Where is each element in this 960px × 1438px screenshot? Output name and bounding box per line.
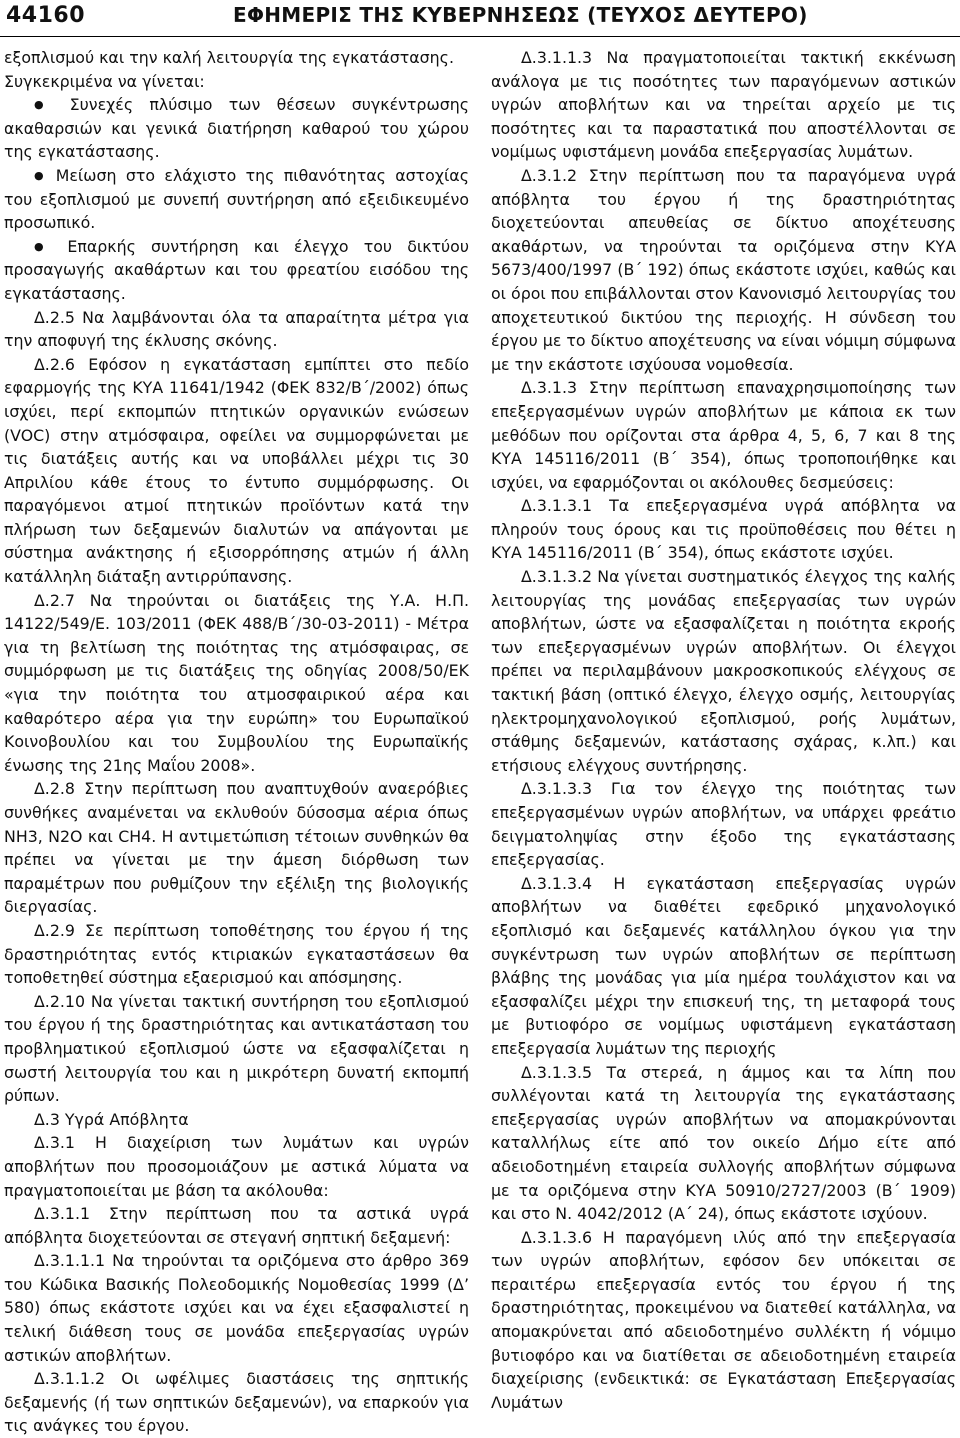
paragraph: Δ.2.10 Να γίνεται τακτική συντήρηση του εξοπλισμού του έργου ή της δραστηριότητας και αντικατάσταση του προβληματικού εξοπλισμού ώστε να εξασφαλίζεται η σωστή λειτουργία του και η μικρότερη δυνατή εκπομπή ρύπων. — [4, 991, 469, 1106]
paragraph: Δ.3.1.1 Στην περίπτωση που τα αστικά υγρά απόβλητα διοχετεύονται σε στεγανή σηπτική δεξαμενή: — [4, 1204, 469, 1247]
paragraph: Δ.2.6 Εφόσον η εγκατάσταση εμπίπτει στο πεδίο εφαρμογής της ΚΥΑ 11641/1942 (ΦΕΚ 832/Β΄/2002) όπως ισχύει, περί εκπομπών πτητικών οργανικών ενώσεων (VOC) στην ατμόσφαιρα, οφείλει να συμμορφώνεται με τις διατάξεις αυτής και να υποβάλλει μέχρι τις 30 Απριλίου κάθε έτους το έντυπο συμμόρφωσης. Οι παραγόμενοι ατμοί πτητικών προϊόντων κατά την πλήρωση των δεξαμενών διαλυτών να απάγονται με σύστημα ανάκτησης ή εξισορρόπησης ατμών ή άλλη κατάλληλη διάταξη αντιρρύπανσης. — [4, 354, 469, 587]
bullet-text: Επαρκής συντήρηση και έλεγχο του δικτύου προσαγωγής ακαθάρτων και του φρεατίου εισόδου της εγκατάστασης. — [4, 236, 469, 303]
page-number: 44160 — [6, 3, 86, 28]
paragraph: Δ.3.1.3.1 Τα επεξεργασμένα υγρά απόβλητα να πληρούν τους όρους και τις προϋποθέσεις που θέτει η ΚΥΑ 145116/2011 (Β΄ 354), όπως εκάστοτε ισχύει. — [491, 496, 956, 563]
bullet-icon — [34, 237, 67, 256]
bullet-icon — [34, 166, 56, 185]
bullet-text: Συνεχές πλύσιμο των θέσεων συγκέντρωσης ακαθαρσιών και γενικά διατήρηση καθαρού του χώρου της εγκατάστασης. — [4, 95, 469, 162]
paragraph: Δ.3.1.2 Στην περίπτωση που τα παραγόμενα υγρά απόβλητα του έργου ή της δραστηριότητας διοχετεύονται απευθείας σε δίκτυο αποχέτευσης ακαθάρτων, να τηρούνται τα οριζόμενα στην ΚΥΑ 5673/400/1997 (Β΄ 192) όπως εκάστοτε ισχύει, καθώς και οι όροι που επιβάλλονται στον Κανονισμό λειτουργίας του αποχετευτικού δικτύου της περιοχής. Η σύνδεση του έργου με το δίκτυο αποχέτευσης να είναι νόμιμη σύμφωνα με την εκάστοτε ισχύουσα νομοθεσία. — [491, 165, 956, 374]
header-rule — [0, 36, 960, 37]
section-heading: Δ.3 Υγρά Απόβλητα — [34, 1109, 189, 1129]
left-column — [4, 46, 469, 1438]
paragraph: Δ.3.1.3.4 Η εγκατάσταση επεξεργασίας υγρών αποβλήτων να διαθέτει εφεδρικό μηχανολογικό εξοπλισμό και δεξαμενές κατάλληλου όγκου για την συγκέντρωση των υγρών αποβλήτων σε περίπτωση βλάβης της μονάδας για μία ημέρα τουλάχιστον και να εξασφαλίζει μέχρι την επισκευή της, τη μεταφορά τους με βυτιοφόρο σε νομίμως υφιστάμενη εγκατάσταση επεξεργασία λυμάτων της περιοχής — [491, 873, 956, 1058]
bullet-item — [4, 93, 469, 164]
paragraph: Δ.3.1.3.5 Τα στερεά, η άμμος και τα λίπη που συλλέγονται κατά τη λειτουργία της εγκατάστασης επεξεργασίας υγρών αποβλήτων να απομακρύνονται καταλλήλως είτε από τον οικείο Δήμο είτε από αδειοδοτημένη εταιρεία συλλογής αποβλήτων σύμφωνα με τα οριζόμενα στην ΚΥΑ 50910/2727/2003 (Β΄ 1909) και στο Ν. 4042/2012 (Α΄ 24), όπως εκάστοτε ισχύουν. — [491, 1062, 956, 1224]
paragraph: Δ.3.1.3.3 Για τον έλεγχο της ποιότητας των επεξεργασμένων υγρών αποβλήτων, να υπάρχει φρεάτιο δειγματοληψίας στην έξοδο της εγκατάστασης επεξεργασίας. — [491, 779, 956, 870]
paragraph: Δ.3.1.1.3 Να πραγματοποιείται τακτική εκκένωση ανάλογα με τις ποσότητες των παραγόμενων αστικών υγρών αποβλήτων και να τηρείται αρχείο με τις ποσότητες και τα παραστατικά που αποστέλλονται σε νομίμως υφιστάμενη μονάδα επεξεργασίας λυμάτων. — [491, 48, 956, 162]
paragraph: Δ.3.1.1.2 Οι ωφέλιμες διαστάσεις της σηπτικής δεξαμενής (ή των σηπτικών δεξαμενών), να επαρκούν για τις ανάγκες του έργου. — [4, 1369, 469, 1436]
paragraph: Δ.3.1.3 Στην περίπτωση επαναχρησιμοποίησης των επεξεργασμένων υγρών αποβλήτων με κάποια εκ των μεθόδων που ορίζονται στα άρθρα 4, 5, 6, 7 και 8 της ΚΥΑ 145116/2011 (Β΄ 354), όπως τροποποιήθηκε και ισχύει, να εφαρμόζονται οι ακόλουθες δεσμεύσεις: — [491, 378, 956, 492]
paragraph: Δ.2.7 Να τηρούνται οι διατάξεις της Υ.Α. Η.Π. 14122/549/Ε. 103/2011 (ΦΕΚ 488/Β΄/30-03-2011) - Μέτρα για τη βελτίωση της ποιότητας της ατμόσφαιρας, σε συμμόρφωση με τις διατάξεις της οδηγίας 2008/50/ΕΚ «για την ποιότητα του ατμοσφαιρικού αέρα και καθαρότερο αέρα για την ευρώπη» του Ευρωπαϊκού Κοινοβουλίου και του Συμβουλίου της Ευρωπαϊκής ένωσης της 21ης Μαΐου 2008». — [4, 590, 469, 775]
paragraph: Δ.3.1.3.2 Να γίνεται συστηματικός έλεγχος της καλής λειτουργίας της μονάδας επεξεργασίας των υγρών αποβλήτων, ώστε να εξασφαλίζεται η ποιότητα εκροής των επεξεργασμένων υγρών αποβλήτων. Οι έλεγχοι πρέπει να περιλαμβάνουν μακροσκοπικούς ελέγχους σε τακτική βάση (οπτικό έλεγχο, έλεγχο οσμής, λειτουργίας ηλεκτρομηχανολογικού εξοπλισμού, ροής λυμάτων, στάθμης δεξαμενών, κατάστασης σχάρας, κ.λπ.) και ετήσιους ελέγχους συντήρησης. — [491, 567, 956, 775]
paragraph: Δ.3.1 Η διαχείριση των λυμάτων και υγρών αποβλήτων που προσομοιάζουν με αστικά λύματα να πραγματοποιείται με βάση τα ακόλουθα: — [4, 1133, 469, 1200]
paragraph: Συγκεκριμένα να γίνεται: — [4, 71, 205, 91]
paragraph: Δ.2.9 Σε περίπτωση τοποθέτησης του έργου ή της δραστηριότητας εντός κτιριακών εγκαταστάσεων θα τοποθετηθεί σύστημα εξαερισμού και απόσμησης. — [4, 920, 469, 988]
bullet-item — [4, 235, 469, 306]
right-column — [491, 46, 956, 1414]
paragraph: Δ.2.5 Να λαμβάνονται όλα τα απαραίτητα μέτρα για την αποφυγή της έκλυσης σκόνης. — [4, 307, 469, 351]
paragraph: Δ.3.1.3.6 Η παραγόμενη ιλύς από την επεξεργασία των υγρών αποβλήτων, εφόσον δεν υπόκειται σε περαιτέρω επεξεργασία εντός του έργου ή της δραστηριότητας, προκειμένου να διατεθεί κατάλληλα, να απομακρύνεται από αδειοδοτημένο συλλέκτη ή νόμιμο βυτιοφόρο και να διατίθεται σε αδειοδοτημένη εταιρεία διαχείρισης (ενδεικτικά: σε Εγκατάσταση Επεξεργασίας Λυμάτων — [491, 1227, 956, 1412]
bullet-icon — [34, 95, 70, 114]
paragraph: εξοπλισμού και την καλή λειτουργία της εγκατάστασης. — [4, 48, 454, 67]
page-header — [0, 0, 960, 38]
paragraph: Δ.2.8 Στην περίπτωση που αναπτυχθούν αναερόβιες συνθήκες αναμένεται να εκλυθούν δύσοσμα αέρια όπως NH3, N2O και CH4. Η αντιμετώπιση τέτοιων συνθηκών θα πρέπει να γίνεται με την άμεση διόρθωση των παραμέτρων που ρυθμίζουν την εξέλιξη της βιολογικής διεργασίας. — [4, 779, 469, 917]
gazette-title: ΕΦΗΜΕΡΙΣ ΤΗΣ ΚΥΒΕΡΝΗΣΕΩΣ (ΤΕΥΧΟΣ ΔΕΥΤΕΡΟ) — [233, 3, 808, 27]
bullet-item — [4, 164, 469, 235]
paragraph: Δ.3.1.1.1 Να τηρούνται τα οριζόμενα στο άρθρο 369 του Κώδικα Βασικής Πολεοδομικής Νομοθεσίας 1999 (Δ’ 580) όπως εκάστοτε ισχύει και να έχει εξασφαλιστεί η τελική διάθεση τους σε μονάδα επεξεργασίας υγρών αστικών αποβλήτων. — [4, 1251, 469, 1365]
bullet-text: Μείωση στο ελάχιστο της πιθανότητας αστοχίας του εξοπλισμού με συνεπή συντήρηση από εξειδικευμένο προσωπικό. — [4, 165, 469, 233]
